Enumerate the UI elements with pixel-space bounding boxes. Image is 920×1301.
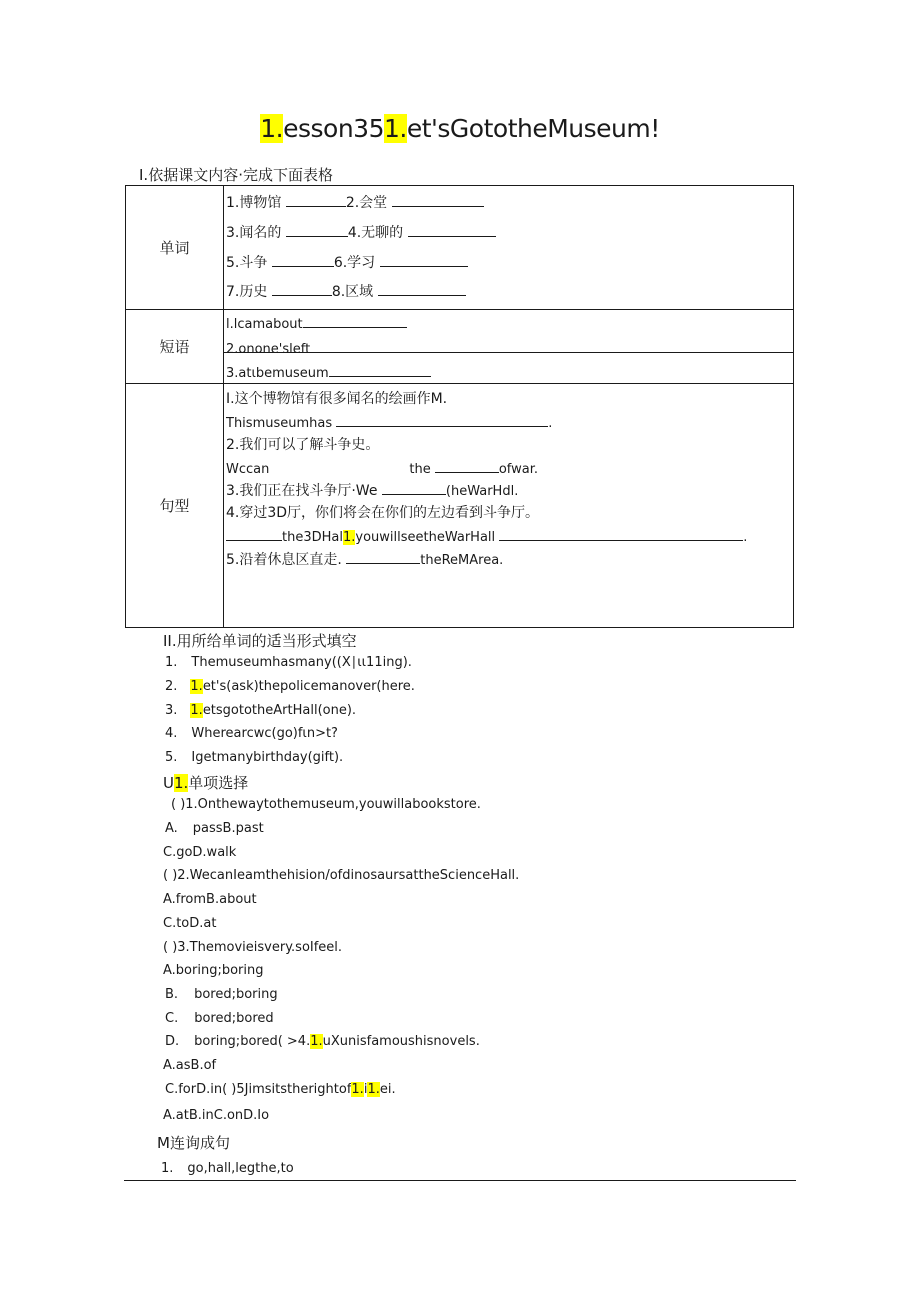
word-6: 6.学习 bbox=[333, 255, 376, 271]
option-text: boring;bored( >4. bbox=[194, 1034, 311, 1049]
answer-blank[interactable] bbox=[382, 482, 446, 495]
answer-blank[interactable] bbox=[435, 460, 499, 473]
sentences-label: 句型 bbox=[126, 384, 224, 628]
question-5-mid: i bbox=[363, 1082, 368, 1097]
question-5-end: ei. bbox=[379, 1082, 396, 1097]
fill-item-number: 5. bbox=[165, 750, 178, 765]
sentence-5-text: 5.沿着休息区直走. bbox=[226, 552, 342, 568]
page-title bbox=[0, 114, 920, 143]
choice-question-1: ( )1.Onthewaytothemuseum,youwillabookstore. bbox=[171, 797, 481, 812]
fill-item-text: etsgototheArtHall(one). bbox=[202, 703, 357, 718]
choice-options-2c: C.toD.at bbox=[163, 916, 217, 931]
option-text: bored;boring bbox=[194, 987, 278, 1002]
choice-options-5a: A.atB.inC.onD.Io bbox=[163, 1108, 270, 1123]
choice-options-3d-question-4 bbox=[165, 1034, 480, 1049]
choice-options-3a: A.boring;boring bbox=[163, 963, 264, 978]
choice-question-3: ( )3.Themovieisvery.soIfeel. bbox=[163, 940, 343, 955]
sentence-3-text: 3.我们正在找斗争厅·We bbox=[226, 483, 378, 499]
fill-item-number: 1. bbox=[165, 655, 178, 670]
choice-options-2a: A.fromB.about bbox=[163, 892, 257, 907]
title-highlight-2: 1. bbox=[383, 114, 407, 143]
row-divider bbox=[224, 352, 793, 353]
sentence-4-cn: 4.穿过3D厅，你们将会在你们的左边看到斗争厅。 bbox=[226, 505, 540, 521]
sentence-4-highlight: 1. bbox=[342, 530, 356, 545]
phrase-3: 3.atιbemuseum bbox=[226, 366, 329, 381]
fill-item-4 bbox=[165, 726, 338, 741]
phrase-2: 2.onone'sleft bbox=[226, 342, 311, 357]
choice-options-3b bbox=[165, 987, 278, 1002]
word-4: 4.无聊的 bbox=[347, 225, 404, 241]
title-part-rest: et'sGototheMuseum! bbox=[406, 114, 660, 143]
words-row bbox=[126, 186, 794, 310]
phrases-row bbox=[126, 310, 794, 384]
reorder-item-1 bbox=[161, 1161, 294, 1176]
fill-item-text: Igetmanybirthday(gift). bbox=[191, 750, 344, 765]
title-part-lesson: esson35 bbox=[283, 114, 384, 143]
section4-heading: M连询成句 bbox=[157, 1134, 230, 1152]
section1-heading: I.依据课文内容·完成下面表格 bbox=[139, 166, 333, 184]
sentence-1-en-text: Thismuseumhas bbox=[226, 416, 333, 431]
sentences-cell bbox=[224, 384, 794, 628]
answer-blank[interactable] bbox=[226, 528, 282, 541]
answer-blank[interactable] bbox=[336, 414, 548, 427]
phrases-cell bbox=[224, 310, 794, 384]
question-5-highlight-1: 1. bbox=[351, 1082, 364, 1097]
sentence-5 bbox=[226, 549, 503, 569]
choice-options-1a bbox=[165, 821, 264, 836]
fill-item-highlight: 1. bbox=[190, 679, 203, 694]
word-7: 7.历史 bbox=[226, 284, 268, 300]
choice-options-3c bbox=[165, 1011, 274, 1026]
section2-heading: II.用所给单词的适当形式填空 bbox=[163, 632, 357, 650]
sentence-5-end: theReMArea. bbox=[420, 553, 504, 568]
option-text: bored;bored bbox=[194, 1011, 274, 1026]
phrase-line-3 bbox=[226, 364, 431, 381]
sentences-row bbox=[126, 384, 794, 628]
option-letter: A. bbox=[165, 821, 178, 836]
sentence-4-en-b: youwillseetheWarHall bbox=[355, 530, 496, 545]
word-8: 8.区域 bbox=[331, 284, 374, 300]
sentence-2-en-b: the bbox=[409, 462, 431, 477]
answer-line bbox=[124, 1180, 796, 1181]
word-5: 5.斗争 bbox=[226, 255, 268, 271]
answer-blank[interactable] bbox=[499, 528, 743, 541]
fill-item-text: et's(ask)thepolicemanover(here. bbox=[202, 679, 415, 694]
answer-blank[interactable] bbox=[272, 254, 334, 267]
section3-heading bbox=[163, 772, 248, 793]
fill-item-number: 3. bbox=[165, 703, 178, 718]
option-letter: C. bbox=[165, 1011, 179, 1026]
section3-heading-highlight: 1. bbox=[173, 774, 189, 792]
phrase-line-1 bbox=[226, 315, 407, 332]
vocabulary-table bbox=[125, 185, 794, 628]
title-highlight-1: 1. bbox=[260, 114, 284, 143]
answer-blank[interactable] bbox=[378, 283, 466, 296]
fill-item-highlight: 1. bbox=[190, 703, 203, 718]
word-line-2 bbox=[226, 222, 496, 242]
sentence-1-cn: I.这个博物馆有很多闻名的绘画作M. bbox=[226, 391, 448, 407]
option-text: passB.past bbox=[192, 821, 264, 836]
word-2: 2.会堂 bbox=[345, 195, 388, 211]
fill-item-1 bbox=[165, 655, 412, 670]
phrase-1: l.lcamabout bbox=[226, 317, 303, 332]
phrase-line-2 bbox=[226, 342, 310, 357]
sentence-4-en-a: the3DHal bbox=[282, 530, 343, 545]
section3-heading-b: 单项选择 bbox=[188, 774, 249, 792]
answer-blank[interactable] bbox=[303, 315, 407, 328]
choice-options-4a: A.asB.of bbox=[163, 1058, 217, 1073]
reorder-item-text: go,hall,legthe,to bbox=[187, 1161, 294, 1176]
word-line-1 bbox=[226, 192, 484, 212]
choice-options-1c: C.goD.walk bbox=[163, 845, 237, 860]
sentence-1-en bbox=[226, 414, 552, 431]
sentence-2-en-c: ofwar. bbox=[498, 462, 539, 477]
answer-blank[interactable] bbox=[346, 551, 420, 564]
answer-blank[interactable] bbox=[380, 254, 468, 267]
word-line-4 bbox=[226, 281, 466, 301]
fill-item-number: 4. bbox=[165, 726, 178, 741]
sentence-2-en bbox=[226, 460, 538, 477]
fill-item-text: Themuseumhasmany((X∣ιι11ing). bbox=[191, 655, 412, 670]
answer-blank[interactable] bbox=[392, 194, 484, 207]
sentence-2-en-a: Wccan bbox=[226, 462, 270, 477]
word-1: 1.博物馆 bbox=[226, 195, 282, 211]
sentence-4-en bbox=[226, 528, 747, 545]
fill-item-5 bbox=[165, 750, 343, 765]
sentence-4-end: . bbox=[743, 530, 748, 545]
answer-blank[interactable] bbox=[286, 224, 348, 237]
words-label: 单词 bbox=[126, 186, 224, 310]
reorder-item-number: 1. bbox=[161, 1161, 174, 1176]
sentence-1-end: . bbox=[548, 416, 553, 431]
option-text: C.forD.in( )5Jimsitstherightof bbox=[165, 1082, 352, 1097]
phrases-label: 短语 bbox=[126, 310, 224, 384]
section3-heading-a: U bbox=[163, 774, 174, 792]
option-letter: D. bbox=[165, 1034, 180, 1049]
fill-item-2 bbox=[165, 679, 415, 694]
answer-gap bbox=[269, 461, 409, 473]
sentence-3 bbox=[226, 480, 518, 500]
answer-blank[interactable] bbox=[286, 194, 346, 207]
word-line-3 bbox=[226, 252, 468, 272]
question-4-highlight: 1. bbox=[310, 1034, 323, 1049]
question-4-text: uXunisfamoushisnovels. bbox=[322, 1034, 480, 1049]
fill-item-text: Wherearcwc(go)fιn>t? bbox=[191, 726, 338, 741]
choice-options-4c-question-5 bbox=[165, 1082, 396, 1097]
fill-item-3 bbox=[165, 703, 356, 718]
answer-blank[interactable] bbox=[408, 224, 496, 237]
sentence-2-cn: 2.我们可以了解斗争史。 bbox=[226, 437, 380, 453]
word-3: 3.闻名的 bbox=[226, 225, 282, 241]
answer-blank[interactable] bbox=[272, 283, 332, 296]
words-cell bbox=[224, 186, 794, 310]
fill-item-number: 2. bbox=[165, 679, 178, 694]
answer-blank[interactable] bbox=[329, 364, 431, 377]
option-letter: B. bbox=[165, 987, 179, 1002]
choice-question-2: ( )2.WecanIeamthehision/ofdinosaursattheScienceHall. bbox=[163, 868, 520, 883]
sentence-3-end: (heWarHdl. bbox=[445, 484, 519, 499]
question-5-highlight-2: 1. bbox=[367, 1082, 380, 1097]
